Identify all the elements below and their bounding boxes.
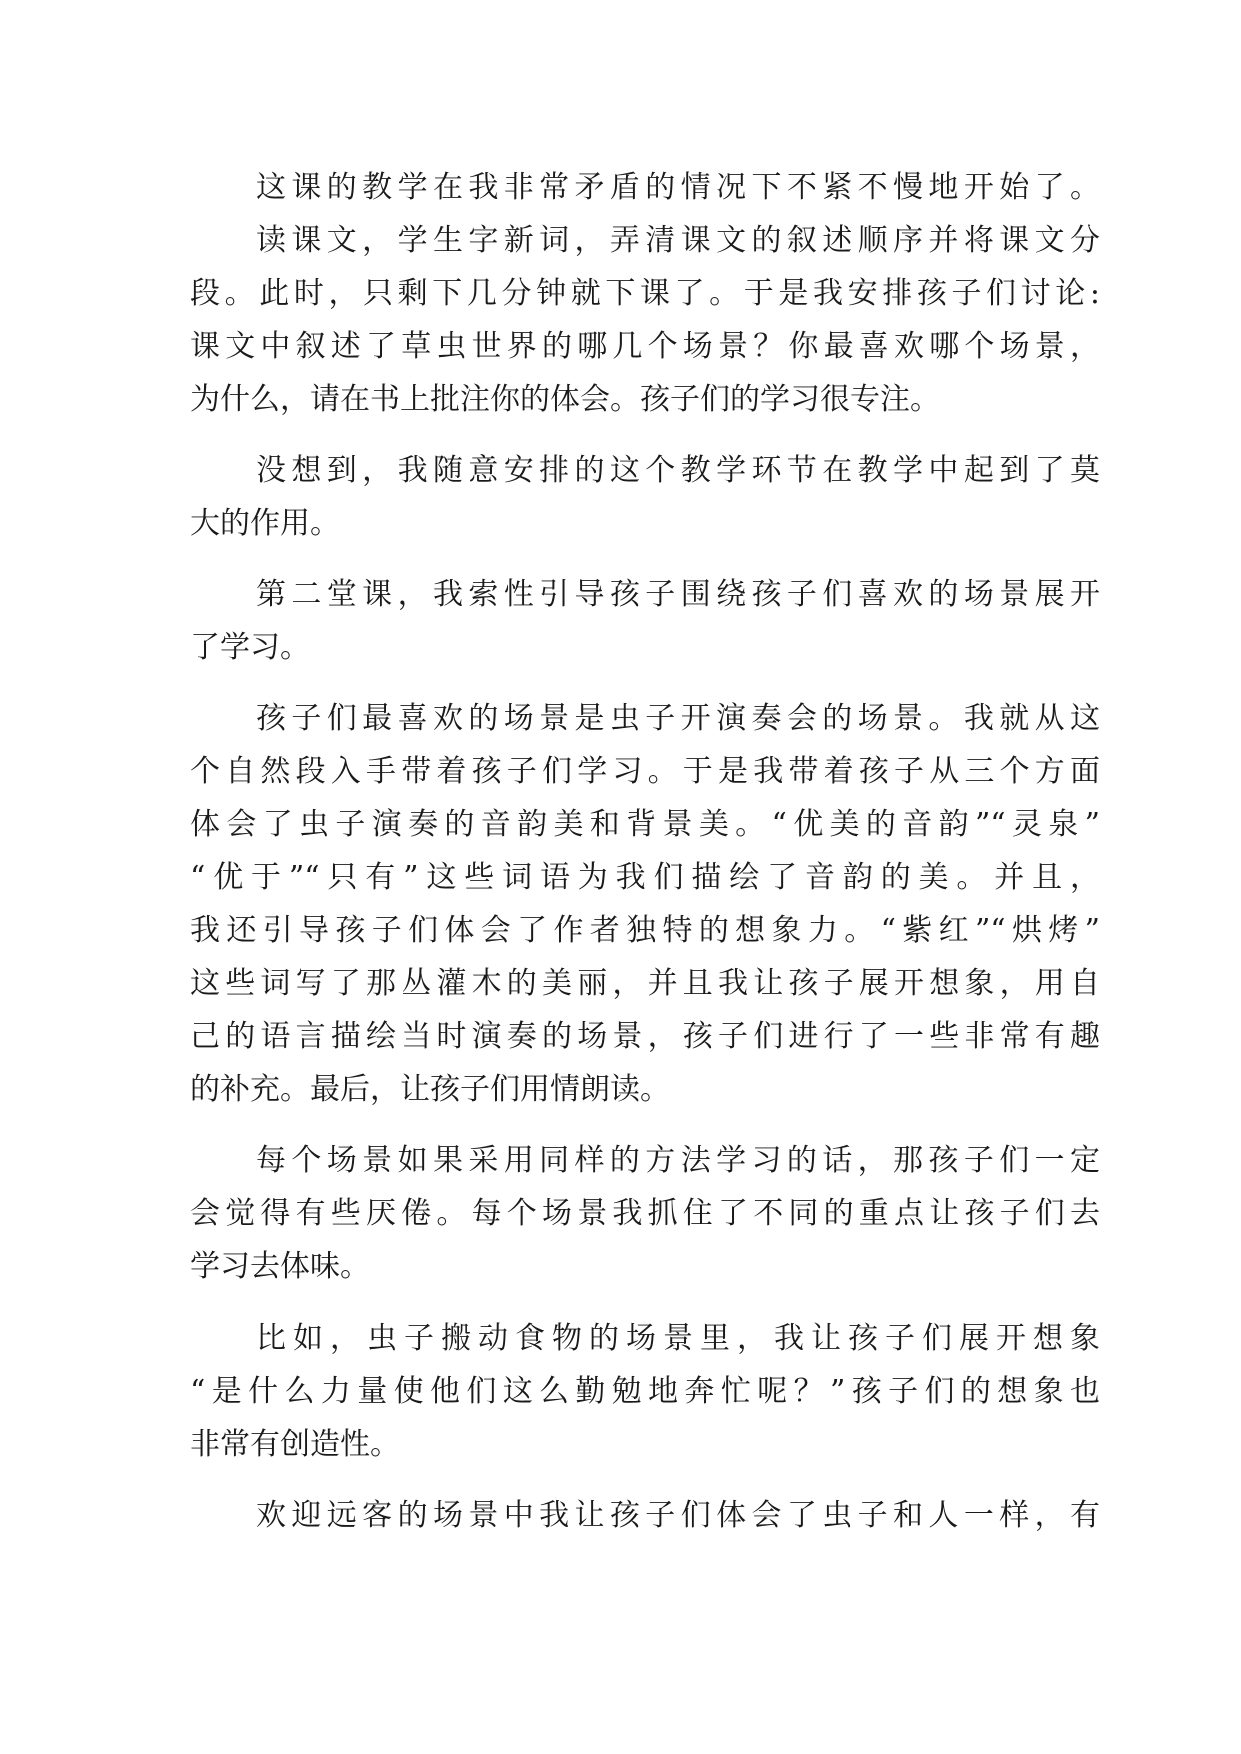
paragraph-6-line-3: 学习去体味。 (190, 1249, 370, 1284)
paragraph-5-line-6: 这些词写了那丛灌木的美丽，并且我让孩子展开想象，用自 (190, 966, 1100, 1001)
paragraph-2-line-4: 为什么，请在书上批注你的体会。孩子们的学习很专注。 (190, 382, 940, 417)
paragraph-5-line-3: 体会了虫子演奏的音韵美和背景美。“优美的音韵”“灵泉” (190, 807, 1100, 842)
paragraph-8-line-1: 欢迎远客的场景中我让孩子们体会了虫子和人一样，有 (256, 1498, 1100, 1533)
paragraph-7-line-1: 比如，虫子搬动食物的场景里，我让孩子们展开想象 (256, 1321, 1100, 1356)
paragraph-4-line-1: 第二堂课，我索性引导孩子围绕孩子们喜欢的场景展开 (256, 577, 1100, 612)
paragraph-1-line-1: 这课的教学在我非常矛盾的情况下不紧不慢地开始了。 (256, 170, 1100, 205)
paragraph-4-line-2: 了学习。 (190, 630, 310, 665)
paragraph-5-line-2: 个自然段入手带着孩子们学习。于是我带着孩子从三个方面 (190, 754, 1100, 789)
paragraph-2-line-3: 课文中叙述了草虫世界的哪几个场景？你最喜欢哪个场景， (190, 329, 1100, 364)
paragraph-5-line-4: “优于”“只有”这些词语为我们描绘了音韵的美。并且， (190, 860, 1100, 895)
paragraph-5-line-1: 孩子们最喜欢的场景是虫子开演奏会的场景。我就从这 (256, 701, 1100, 736)
paragraph-5-line-7: 己的语言描绘当时演奏的场景，孩子们进行了一些非常有趣 (190, 1019, 1100, 1054)
paragraph-2-line-2: 段。此时，只剩下几分钟就下课了。于是我安排孩子们讨论: (190, 276, 1100, 311)
paragraph-7-line-3: 非常有创造性。 (190, 1427, 400, 1462)
paragraph-6-line-2: 会觉得有些厌倦。每个场景我抓住了不同的重点让孩子们去 (190, 1196, 1100, 1231)
paragraph-3-line-1: 没想到，我随意安排的这个教学环节在教学中起到了莫 (256, 453, 1100, 488)
paragraph-7-line-2: “是什么力量使他们这么勤勉地奔忙呢？”孩子们的想象也 (190, 1374, 1100, 1409)
paragraph-3-line-2: 大的作用。 (190, 506, 340, 541)
paragraph-2-line-1: 读课文，学生字新词，弄清课文的叙述顺序并将课文分 (256, 223, 1100, 258)
paragraph-5-line-8: 的补充。最后，让孩子们用情朗读。 (190, 1072, 670, 1107)
paragraph-5-line-5: 我还引导孩子们体会了作者独特的想象力。“紫红”“烘烤” (190, 913, 1100, 948)
paragraph-6-line-1: 每个场景如果采用同样的方法学习的话，那孩子们一定 (256, 1143, 1100, 1178)
